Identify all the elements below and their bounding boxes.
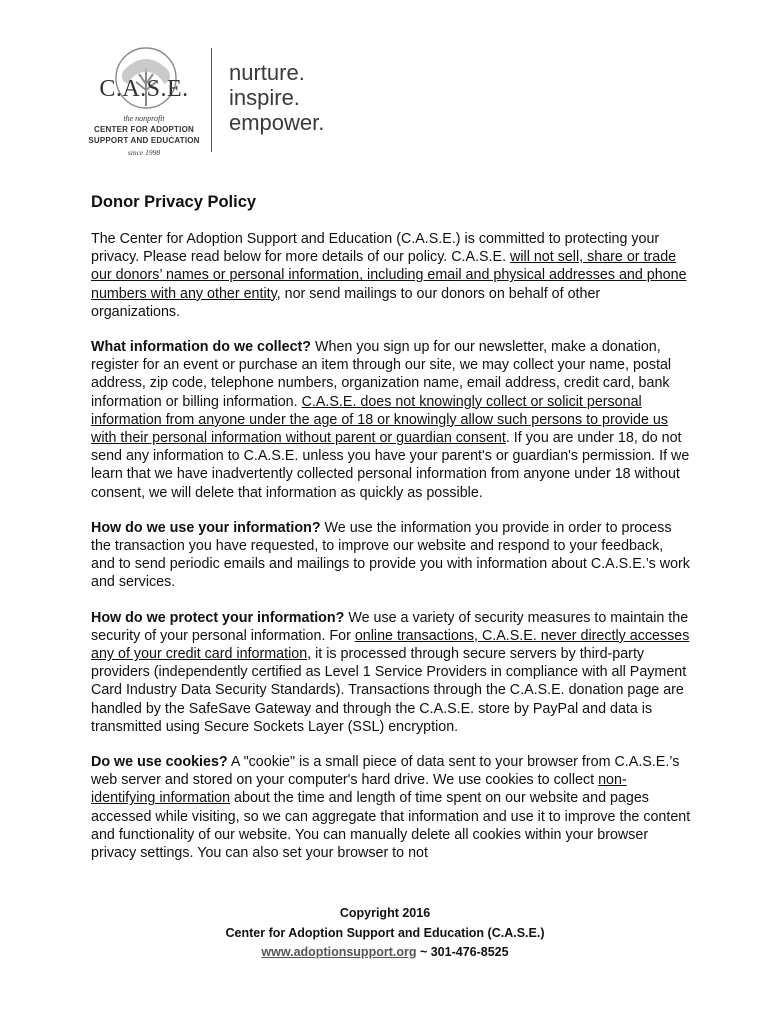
intro-paragraph: The Center for Adoption Support and Education (C.A.S.E.) is committed to protecting your privacy. Please read below for more details of our policy. C.A.S.E. will not sell, share or trade our donors’ names or personal information, including email and physical addresses and phone numbers with any other entity, nor send mailings to our donors on behalf of other organizations. — [91, 231, 687, 320]
footer-phone: 301-476-8525 — [430, 945, 509, 959]
non-identifying-info: non-identifying information — [91, 772, 627, 807]
minors-statement: C.A.S.E. does not knowingly collect or solicit personal information from anyone under the age of 18 or knowingly allow such persons to provide us with their personal information without parent or guardian consent — [91, 393, 668, 447]
no-sharing-statement: will not sell, share or trade our donors’ names or personal information, including email and physical addresses and phone numbers with any other entity — [91, 249, 687, 302]
cookies-heading: Do we use cookies? — [91, 754, 228, 771]
use-heading: How do we use your information? — [91, 519, 321, 536]
logo-wordmark: C.A.S.E. — [99, 76, 189, 102]
footer-org: Center for Adoption Support and Education (C.A.S.E.) — [225, 925, 545, 940]
logo-since-text: since 1998 — [127, 148, 161, 157]
protect-paragraph: How do we protect your information? We use a variety of security measures to maintain the security of your personal information. For online transactions, C.A.S.E. never directly accesses any of your credit card information, it is processed through secure servers by third-party providers (independently certified as Level 1 Service Providers in compliance with all Payment Card Industry Data Security Standards). Transactions through the C.A.S.E. donation page are handled by the SafeSave Gateway and through the C.A.S.E. store by PayPal and data is transmitted using Secure Sockets Layer (SSL) encryption. — [91, 609, 690, 735]
logo-nonprofit-text: the nonprofit — [123, 114, 165, 123]
footer-contact — [0, 943, 770, 963]
logo-org-line-2: SUPPORT AND EDUCATION — [88, 136, 200, 145]
protect-heading: How do we protect your information? — [91, 609, 345, 626]
collect-paragraph: What information do we collect? When you sign up for our newsletter, make a donation, register for an event or purchase an item through our site, we may collect your name, postal address, zip code, telephone numbers, organization name, email address, credit card, bank information or billing information. C.A.S.E. does not knowingly collect or solicit personal information from anyone under the age of 18 or knowingly allow such persons to provide us with their personal information without parent or guardian consent. If you are under 18, do not send any information to C.A.S.E. unless you have your parent's or guardian's permission. If we learn that we have inadvertently collected personal information from anyone under 18 without consent, we will delete that information as quickly as possible. — [91, 339, 690, 501]
footer-copyright: Copyright 2016 — [339, 906, 431, 920]
footer — [0, 904, 770, 963]
page-title: Donor Privacy Policy — [91, 193, 257, 211]
tagline — [229, 60, 324, 135]
website-link[interactable]: www.adoptionsupport.org — [261, 945, 417, 959]
footer-separator: ~ — [416, 945, 431, 959]
tagline-nurture: nurture. — [229, 60, 305, 85]
header-divider — [211, 48, 212, 152]
tagline-empower: empower. — [229, 110, 325, 135]
policy-body — [91, 230, 691, 879]
collect-heading: What information do we collect? — [91, 339, 312, 356]
use-paragraph: How do we use your information? We use the information you provide in order to process the transaction you have requested, to improve our website and respond to your feedback, and to send periodic emails and mailings to provide you with information about C.A.S.E.’s work and services. — [91, 519, 690, 591]
logo-org-line-1: CENTER FOR ADOPTION — [94, 125, 194, 134]
credit-card-statement: online transactions, C.A.S.E. never directly accesses any of your credit card information — [91, 627, 690, 663]
cookies-paragraph: Do we use cookies? A "cookie" is a small piece of data sent to your browser from C.A.S.E.’s web server and stored on your computer's hard drive. We use cookies to collect non-identifying information about the time and length of time spent on our website and pages accessed while visiting, so we can aggregate that information and use it to improve the content and functionality of our website. You can manually delete all cookies within your browser privacy settings. You can also set your browser to not — [91, 754, 691, 862]
tagline-inspire: inspire. — [229, 85, 300, 110]
header — [80, 42, 380, 160]
